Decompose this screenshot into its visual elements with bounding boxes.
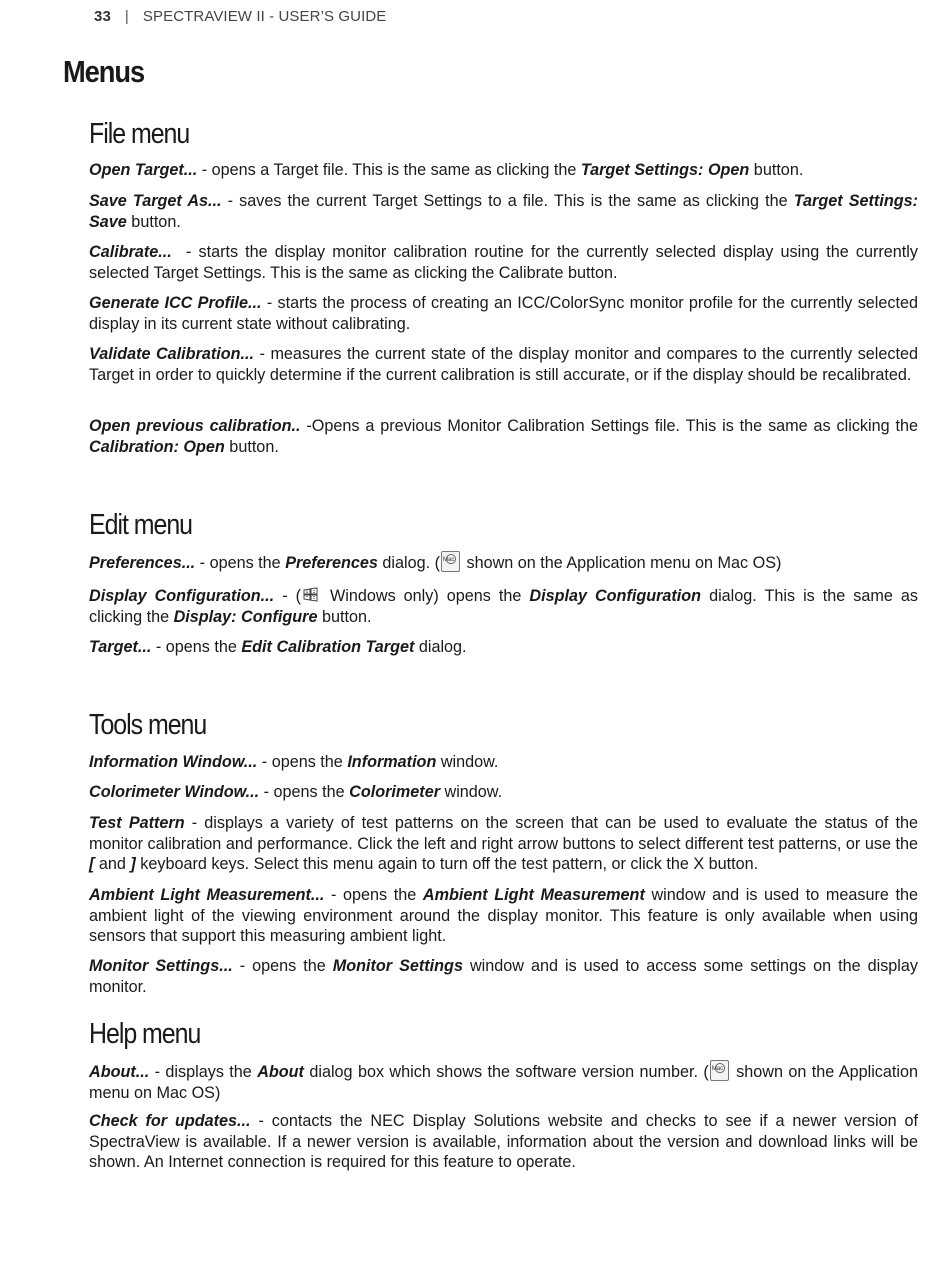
description: - opens the <box>232 957 333 975</box>
section-heading-edit: Edit menu <box>89 509 193 541</box>
term: Information Window... <box>89 753 258 771</box>
description: shown on the Application menu on Mac OS) <box>89 1063 918 1102</box>
item-about <box>89 1060 918 1103</box>
section-edit-menu <box>89 509 918 542</box>
item-open-previous-calibration <box>89 416 918 457</box>
emphasis: Target Settings: Open <box>580 161 750 179</box>
item-calibrate <box>89 242 923 283</box>
section-heading-help: Help menu <box>89 1018 201 1050</box>
description: - starts the process of creating an ICC/ColorSync monitor profile for the currently selected display in its current state without calibrating. <box>89 294 918 333</box>
item-target <box>89 637 918 658</box>
description: dialog. ( <box>377 554 440 572</box>
description: - opens the <box>259 783 350 801</box>
item-check-for-updates <box>89 1111 918 1173</box>
description: - ( <box>274 587 301 605</box>
term: About... <box>89 1063 150 1081</box>
emphasis: Display: Configure <box>173 607 318 626</box>
section-heading-tools: Tools menu <box>89 709 207 741</box>
item-validate-calibration <box>89 344 918 385</box>
item-test-pattern <box>89 813 918 875</box>
description: - measures the current state of the display monitor and compares to the currently selected Target in order to quickly determine if the current calibration is still accurate, or if the display should be recalibrated. <box>89 345 918 384</box>
term: Open previous calibration.. <box>89 417 301 435</box>
term: Test Pattern <box>89 814 185 832</box>
term: Colorimeter Window... <box>89 783 260 801</box>
description: - opens the <box>324 886 423 904</box>
emphasis: Target Settings: Save <box>89 192 918 231</box>
description: keyboard keys. Select this menu again to turn off the test pattern, or click the X button. <box>135 855 759 874</box>
description: button. <box>224 437 279 456</box>
section-file-menu <box>89 118 918 151</box>
description: - starts the display monitor calibration routine for the currently selected display using the currently selected Target Settings. This is the same as clicking the Calibrate button. <box>89 243 923 282</box>
term: Generate ICC Profile... <box>89 294 262 312</box>
term: Open Target... <box>89 161 198 179</box>
term: Check for updates... <box>89 1112 251 1130</box>
description: shown on the Application menu on Mac OS) <box>461 554 782 572</box>
page-header <box>94 8 386 25</box>
emphasis: ] <box>130 855 136 874</box>
description: dialog box which shows the software version number. ( <box>303 1063 709 1081</box>
description: and <box>94 855 131 874</box>
item-colorimeter-window <box>89 782 918 803</box>
term: Save Target As... <box>89 192 222 210</box>
emphasis: Preferences <box>285 554 378 572</box>
term: Target... <box>89 638 152 656</box>
emphasis: Calibration: Open <box>89 437 225 456</box>
emphasis: Ambient Light Measurement <box>422 886 645 904</box>
mac-os-icon <box>441 551 460 572</box>
emphasis: Colorimeter <box>349 783 440 801</box>
document-title: SPECTRAVIEW II - USER’S GUIDE <box>142 8 387 25</box>
description: dialog. <box>414 638 467 656</box>
windows-icon <box>302 587 319 602</box>
description: - opens the <box>195 554 286 572</box>
description: window and is used to measure the ambient light of the viewing environment around the display monitor. This feature is only available when using sensors that support this measuring ambient light. <box>89 886 918 946</box>
item-preferences <box>89 551 918 574</box>
term: Display Configuration... <box>89 587 275 605</box>
description: - opens the <box>151 638 242 656</box>
description: - displays a variety of test patterns on the screen that can be used to evaluate the status of the monitor calibration and performance. Click the left and right arrow buttons to select different test patterns, or use the <box>89 814 918 853</box>
item-monitor-settings <box>89 956 918 997</box>
description: Windows only) opens the <box>321 587 530 605</box>
section-tools-menu <box>89 709 918 742</box>
emphasis: [ <box>89 855 95 874</box>
description: button. <box>317 607 372 626</box>
header-separator: | <box>124 8 129 25</box>
description: - opens a Target file. This is the same as clicking the <box>197 161 581 179</box>
item-ambient-light-measurement <box>89 885 918 947</box>
description: - contacts the NEC Display Solutions website and checks to see if a newer version of SpectraView is available. If a newer version is available, information about the version and download links will be shown. An Internet connection is required for this feature to operate. <box>89 1112 918 1172</box>
emphasis: Monitor Settings <box>332 957 463 975</box>
item-information-window <box>89 752 918 773</box>
emphasis: About <box>257 1063 304 1081</box>
description: - displays the <box>149 1063 258 1081</box>
section-help-menu <box>89 1018 918 1051</box>
term: Validate Calibration... <box>89 345 255 363</box>
emphasis: Display Configuration <box>529 587 702 605</box>
description: dialog. This is the same as clicking the <box>89 587 918 626</box>
description: window. <box>436 753 499 771</box>
page-number: 33 <box>94 8 111 25</box>
description: button. <box>749 161 804 179</box>
term: Monitor Settings... <box>89 957 233 975</box>
description: - saves the current Target Settings to a file. This is the same as clicking the <box>221 192 794 210</box>
term: Preferences... <box>89 554 196 572</box>
term: Ambient Light Measurement... <box>89 886 325 904</box>
description: - opens the <box>257 753 348 771</box>
page-title: Menus <box>63 54 145 89</box>
description: -Opens a previous Monitor Calibration Settings file. This is the same as clicking the <box>300 417 919 435</box>
emphasis: Edit Calibration Target <box>241 638 415 656</box>
section-heading-file: File menu <box>89 118 190 150</box>
item-generate-icc-profile <box>89 293 918 334</box>
emphasis: Information <box>347 753 437 771</box>
description: window and is used to access some settings on the display monitor. <box>89 957 918 996</box>
description: button. <box>126 212 181 231</box>
item-open-target <box>89 160 918 181</box>
item-save-target-as <box>89 191 918 232</box>
mac-os-icon <box>710 1060 729 1081</box>
item-display-configuration <box>89 586 918 627</box>
description: window. <box>440 783 503 801</box>
term: Calibrate... <box>89 243 172 261</box>
